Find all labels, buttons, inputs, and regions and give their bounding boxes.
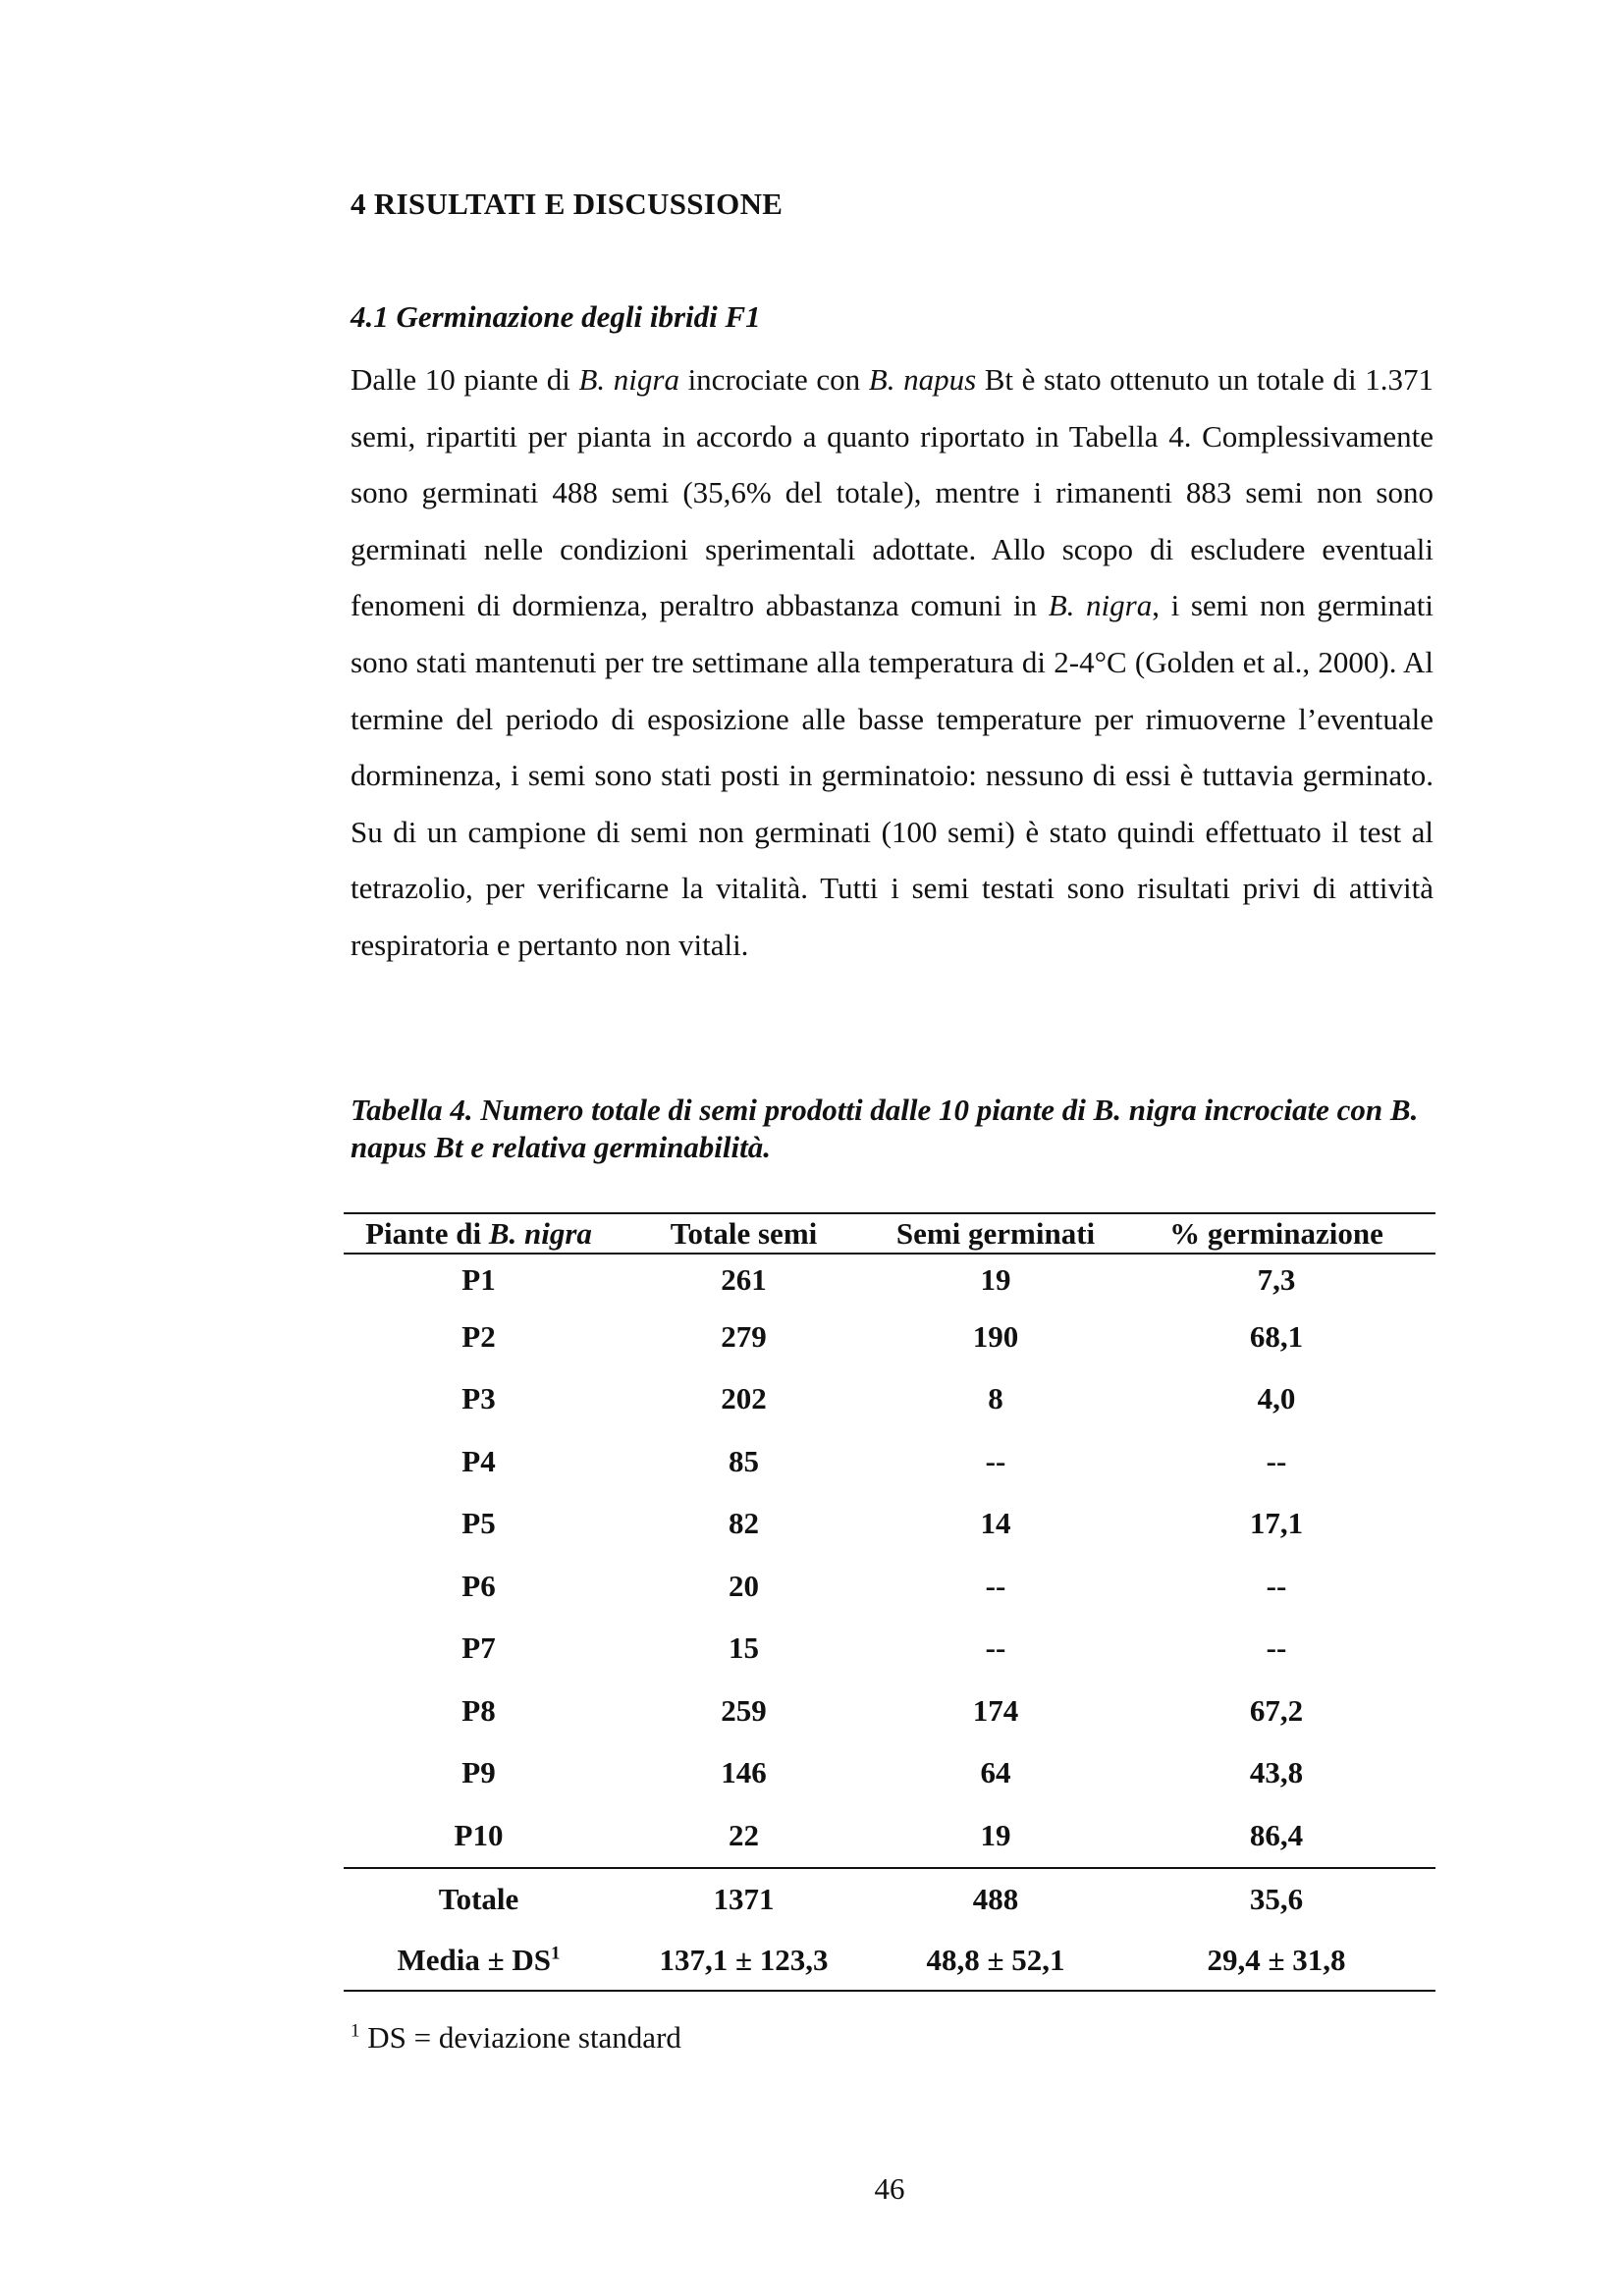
cell-total-seeds: 202 bbox=[721, 1381, 767, 1416]
cell-germination-pct: 17,1 bbox=[1249, 1506, 1304, 1541]
cell-germination-pct: 43,8 bbox=[1249, 1755, 1304, 1790]
cell-total-seeds: 85 bbox=[729, 1443, 759, 1478]
cell-germination-pct: 7,3 bbox=[1257, 1262, 1296, 1297]
cell-germinated: -- bbox=[985, 1630, 1006, 1666]
cell-plant: P2 bbox=[461, 1318, 496, 1354]
header-plants-prefix: Piante di bbox=[365, 1215, 489, 1251]
cell-germinated: 8 bbox=[988, 1381, 1003, 1416]
paragraph-run: Dalle 10 piante di bbox=[351, 362, 579, 397]
total-row bbox=[344, 1868, 1435, 1931]
table-row bbox=[344, 1618, 1435, 1681]
cell-total-seeds: 146 bbox=[721, 1755, 767, 1790]
cell-germinated: 190 bbox=[972, 1318, 1019, 1354]
cell-total-seeds: 82 bbox=[729, 1506, 759, 1541]
cell-germination-pct: -- bbox=[1266, 1443, 1287, 1478]
table-header-row bbox=[344, 1213, 1435, 1254]
mean-total-seeds: 137,1 ± 123,3 bbox=[614, 1931, 874, 1991]
cell-plant: P10 bbox=[454, 1817, 504, 1852]
header-germination-pct: % germinazione bbox=[1117, 1213, 1435, 1254]
mean-label-text: Media ± DS bbox=[397, 1942, 551, 1977]
total-total-seeds: 1371 bbox=[614, 1868, 874, 1931]
footnote-text: DS = deviazione standard bbox=[359, 2020, 681, 2055]
cell-germinated: 14 bbox=[980, 1506, 1011, 1541]
footnote-mark: 1 bbox=[351, 2020, 360, 2042]
table-row bbox=[344, 1742, 1435, 1805]
mean-label-footnote-mark: 1 bbox=[551, 1943, 561, 1964]
table-row bbox=[344, 1306, 1435, 1368]
cell-germination-pct: 86,4 bbox=[1249, 1817, 1304, 1852]
cell-plant: P3 bbox=[461, 1381, 496, 1416]
cell-plant: P7 bbox=[461, 1630, 496, 1666]
total-germinated: 488 bbox=[874, 1868, 1117, 1931]
table-row bbox=[344, 1254, 1435, 1306]
paragraph-run: Bt è stato ottenuto un totale di 1.371 semi, ripartiti per pianta in accordo a quanto riportato in Tabella 4. Complessivamente sono germinati 488 semi (35,6% del totale), mentre i rimanenti 883 semi non sono germinati nelle condizioni sperimentali adottate. Allo scopo di escludere eventuali fenomeni di dormienza, peraltro abbastanza comuni in bbox=[351, 362, 1434, 623]
cell-germinated: 174 bbox=[972, 1692, 1019, 1728]
cell-germination-pct: 68,1 bbox=[1249, 1318, 1304, 1354]
table-row bbox=[344, 1680, 1435, 1742]
cell-total-seeds: 20 bbox=[729, 1568, 759, 1603]
paragraph-run: , i semi non germinati sono stati mantenuti per tre settimane alla temperatura di 2-4°C (Golden et al., 2000). Al termine del periodo di esposizione alle basse temperature per rimuoverne l’eventuale dorminenza, i semi sono stati posti in germinatoio: nessuno di essi è tuttavia germinato. Su di un campione di semi non germinati (100 semi) è stato quindi effettuato il test al tetrazolio, per verificarne la vitalità. Tutti i semi testati sono risultati privi di attività respiratoria e pertanto non vitali. bbox=[351, 588, 1434, 962]
cell-germinated: 19 bbox=[980, 1262, 1011, 1297]
cell-plant: P6 bbox=[461, 1568, 496, 1603]
header-plants-species: B. nigra bbox=[488, 1215, 592, 1251]
cell-plant: P8 bbox=[461, 1692, 496, 1728]
paragraph-run: incrociate con bbox=[678, 362, 869, 397]
cell-plant: P1 bbox=[461, 1262, 496, 1297]
table-row bbox=[344, 1368, 1435, 1431]
cell-germination-pct: -- bbox=[1266, 1630, 1287, 1666]
table-body bbox=[344, 1254, 1435, 1991]
mean-row bbox=[344, 1931, 1435, 1991]
table-row bbox=[344, 1430, 1435, 1493]
species-name: B. nigra bbox=[578, 362, 679, 397]
mean-germinated: 48,8 ± 52,1 bbox=[874, 1931, 1117, 1991]
cell-germinated: -- bbox=[985, 1443, 1006, 1478]
cell-total-seeds: 22 bbox=[729, 1817, 759, 1852]
cell-plant: P5 bbox=[461, 1506, 496, 1541]
footnote bbox=[351, 2020, 681, 2056]
page-number: 46 bbox=[874, 2171, 905, 2206]
species-name: B. napus bbox=[868, 362, 977, 397]
cell-plant: P4 bbox=[461, 1443, 496, 1478]
cell-germinated: -- bbox=[985, 1568, 1006, 1603]
body-paragraph bbox=[351, 351, 1434, 974]
total-label: Totale bbox=[344, 1868, 614, 1931]
header-total-seeds: Totale semi bbox=[614, 1213, 874, 1254]
total-germination-pct: 35,6 bbox=[1117, 1868, 1435, 1931]
species-name: B. nigra bbox=[1048, 588, 1153, 623]
cell-plant: P9 bbox=[461, 1755, 496, 1790]
table-caption: Tabella 4. Numero totale di semi prodotti dalle 10 piante di B. nigra incrociate con B. napus Bt e relativa germinabilità. bbox=[351, 1093, 1419, 1164]
cell-germinated: 64 bbox=[980, 1755, 1011, 1790]
germination-table bbox=[344, 1212, 1435, 1992]
cell-total-seeds: 279 bbox=[721, 1318, 767, 1354]
chapter-title: 4 RISULTATI E DISCUSSIONE bbox=[351, 187, 784, 221]
header-plants bbox=[344, 1213, 614, 1254]
section-title: 4.1 Germinazione degli ibridi F1 bbox=[351, 299, 761, 334]
header-germinated: Semi germinati bbox=[874, 1213, 1117, 1254]
cell-germination-pct: 67,2 bbox=[1249, 1692, 1304, 1728]
cell-germination-pct: 4,0 bbox=[1257, 1381, 1296, 1416]
table-row bbox=[344, 1555, 1435, 1618]
cell-germination-pct: -- bbox=[1266, 1568, 1287, 1603]
cell-total-seeds: 15 bbox=[729, 1630, 759, 1666]
cell-total-seeds: 259 bbox=[721, 1692, 767, 1728]
mean-germination-pct: 29,4 ± 31,8 bbox=[1117, 1931, 1435, 1991]
cell-germinated: 19 bbox=[980, 1817, 1011, 1852]
table-row bbox=[344, 1493, 1435, 1556]
cell-total-seeds: 261 bbox=[721, 1262, 767, 1297]
table-row bbox=[344, 1804, 1435, 1868]
mean-label bbox=[344, 1931, 614, 1991]
